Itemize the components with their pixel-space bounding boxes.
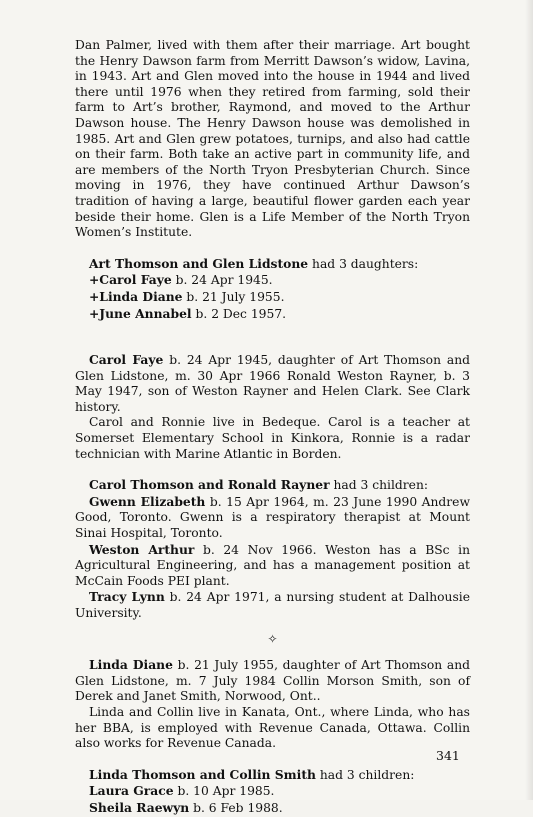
linda-bio: Linda Diane b. 21 July 1955, daughter of Art Thomson and Glen Lidstone, m. 7 July 1984 Collin Morson Smith, son of Derek and Janet Smith, Norwood, Ont.. — [75, 657, 470, 704]
linda-children-intro: Linda Thomson and Collin Smith had 3 children: — [89, 766, 415, 782]
child-entry: +Carol Faye b. 24 Apr 1945. — [89, 272, 273, 288]
child-entry: +June Annabel b. 2 Dec 1957. — [89, 305, 287, 321]
carol-bio: Carol Faye b. 24 Apr 1945, daughter of Art Thomson and Glen Lidstone, m. 30 Apr 1966 Ronald Weston Rayner, b. 3 May 1947, son of Weston Rayner and Helen Clark. See Clark history. — [75, 352, 470, 414]
art-daughters-intro: Art Thomson and Glen Lidstone had 3 daughters: — [89, 255, 419, 271]
child-entry: +Linda Diane b. 21 July 1955. — [89, 288, 285, 304]
page-body-text — [75, 38, 470, 817]
page-edge-shadow — [525, 0, 533, 800]
section-ornament-icon: ✧ — [267, 631, 278, 646]
page-number: 341 — [436, 748, 460, 763]
parents-name: Art Thomson and Glen Lidstone — [89, 255, 309, 271]
child-entry: Gwenn Elizabeth b. 15 Apr 1964, m. 23 June 1990 Andrew Good, Toronto. Gwenn is a respiratory therapist at Mount Sinai Hospital, Toronto. — [75, 493, 470, 541]
carol-note: Carol and Ronnie live in Bedeque. Carol is a teacher at Somerset Elementary School in Kinkora, Ronnie is a radar technician with Marine Atlantic in Borden. — [75, 415, 470, 461]
carol-children-intro: Carol Thomson and Ronald Rayner had 3 children: — [89, 477, 429, 493]
paragraph-art-and-glen: Dan Palmer, lived with them after their marriage. Art bought the Henry Dawson farm from Merritt Dawson’s widow, Lavina, in 1943. Art and Glen moved into the house in 1944 and lived there until 1976 when they retired from farming, sold their farm to Art’s brother, Raymond, and moved to the Arthur Dawson house. The Henry Dawson house was demolished in 1985. Art and Glen grew potatoes, turnips, and also had cattle on their farm. Both take an active part in community life, and are members of the North Tryon Presbyterian Church. Since moving in 1976, they have continued Arthur Dawson’s tradition of having a large, beautiful flower garden each year beside their home. Glen is a Life Member of the North Tryon Women’s Institute. — [75, 38, 470, 240]
linda-note: Linda and Collin live in Kanata, Ont., where Linda, who has her BBA, is employed with Revenue Canada, Ottawa. Collin also works for Revenue Canada. — [75, 704, 470, 751]
child-entry: Weston Arthur b. 24 Nov 1966. Weston has a BSc in Agricultural Engineering, and has a management position at McCain Foods PEI plant. — [75, 541, 470, 588]
child-entry: Laura Grace b. 10 Apr 1985. — [89, 783, 275, 799]
child-entry: Tracy Lynn b. 24 Apr 1971, a nursing student at Dalhousie University. — [75, 589, 470, 620]
child-entry: Sheila Raewyn b. 6 Feb 1988. — [89, 799, 283, 815]
